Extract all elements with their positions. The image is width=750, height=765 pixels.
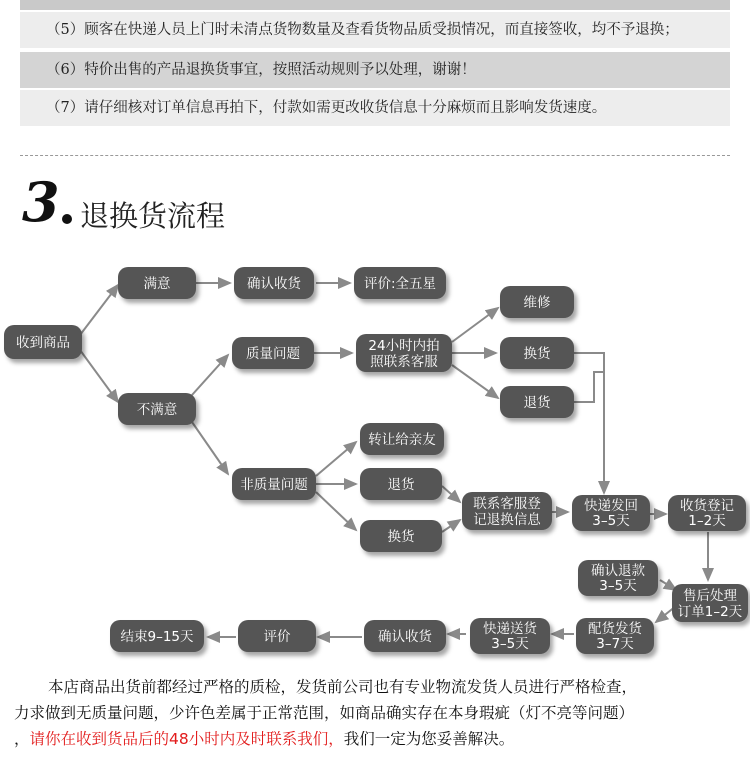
node-confirm-receipt-label: 确认收货: [247, 276, 301, 292]
edge-contact-repair: [452, 308, 498, 342]
node-return2: [360, 468, 442, 500]
node-contact-24h-line1: 24小时内拍: [368, 338, 440, 354]
notice-item-5: （5）顾客在快递人员上门时未清点货物数量及查看货物品质受损情况，而直接签收，均不予退换；: [20, 12, 730, 48]
top-notice-bar: [20, 0, 730, 10]
edge-received-satisfied: [80, 285, 118, 335]
node-confirm-receipt2-label: 确认收货: [378, 629, 432, 645]
edge-return2-register: [442, 486, 460, 502]
node-receipt-register-line1: 收货登记: [680, 498, 734, 514]
node-return: [500, 386, 574, 418]
footer-line-3: [14, 726, 744, 752]
footer-line-1: 本店商品出货前都经过严格的质检，发货前公司也有专业物流发货人员进行严格检查，: [48, 678, 638, 696]
node-received-label: 收到商品: [16, 335, 70, 351]
footer-line-3-prefix: ，: [14, 730, 30, 748]
notice-item-7: （7）请仔细核对订单信息再拍下，付款如需更改收货信息十分麻烦而且影响发货速度。: [20, 90, 730, 126]
edge-nonquality-transfer: [316, 442, 356, 476]
node-express-send-line1: 快递送货: [483, 621, 537, 637]
node-express-back: [572, 495, 650, 531]
footer-highlight: 请你在收到货品后的48小时内及时联系我们，: [29, 730, 344, 748]
node-exchange2: [360, 520, 442, 552]
node-non-quality-issue: [232, 468, 316, 500]
node-rate: [238, 620, 316, 652]
node-non-quality-issue-label: 非质量问题: [240, 477, 308, 493]
node-return2-label: 退货: [387, 477, 415, 493]
node-confirm-receipt: [234, 267, 314, 299]
section-number: 3: [22, 170, 60, 234]
node-quality-issue: [232, 337, 314, 369]
edge-nonquality-exchange: [316, 492, 356, 530]
edge-refund-aftersales: [660, 580, 676, 590]
section-divider: [20, 155, 730, 156]
node-end: [110, 620, 204, 652]
edge-contact-return: [452, 365, 498, 398]
node-receipt-register-line2: 1–2天: [688, 513, 726, 529]
node-express-back-line1: 快递发回: [584, 498, 638, 514]
return-exchange-flowchart: [0, 250, 750, 670]
node-rate-label: 评价: [263, 629, 291, 645]
node-end-label: 结束9–15天: [120, 629, 194, 645]
node-repair-label: 维修: [523, 295, 551, 311]
node-transfer-friend: [360, 423, 444, 455]
node-express-send: [470, 618, 550, 654]
node-after-sales-line2: 订单1–2天: [677, 604, 743, 620]
node-confirm-refund-line2: 3–5天: [599, 578, 637, 594]
edge-exchange2-register: [442, 520, 460, 532]
edge-return-express: [574, 372, 604, 402]
node-exchange: [500, 337, 574, 369]
footer-line-2: 力求做到无质量问题，少许色差属于正常范围，如商品确实存在本身瑕疵（灯不亮等问题）: [14, 704, 635, 722]
footer-notice: [14, 674, 744, 752]
edge-unsatisfied-nonquality: [192, 422, 228, 474]
node-confirm-refund: [578, 560, 658, 596]
node-after-sales: [672, 584, 748, 622]
node-rate-five: [354, 267, 446, 299]
notice-item-6: （6）特价出售的产品退换货事宜，按照活动规则予以处理，谢谢！: [20, 52, 730, 88]
node-ship-goods: [576, 618, 654, 654]
node-exchange2-label: 换货: [387, 529, 415, 545]
node-quality-issue-label: 质量问题: [246, 346, 300, 362]
node-contact-24h-line2: 照联系客服: [370, 354, 438, 370]
node-ship-goods-line1: 配货发货: [588, 621, 642, 637]
node-transfer-friend-label: 转让给亲友: [368, 432, 436, 448]
edge-exchange-express: [574, 353, 604, 490]
node-express-send-line2: 3–5天: [491, 636, 529, 652]
node-repair: [500, 286, 574, 318]
node-unsatisfied-label: 不满意: [136, 402, 178, 418]
node-unsatisfied: [118, 393, 196, 425]
node-satisfied: [118, 267, 196, 299]
section-title: 退换货流程: [80, 199, 226, 233]
edge-unsatisfied-quality: [192, 355, 228, 395]
node-after-sales-line1: 售后处理: [683, 588, 737, 604]
edge-received-unsatisfied: [80, 350, 118, 402]
node-confirm-receipt2: [364, 620, 446, 652]
node-contact-24h: [356, 334, 452, 372]
node-ship-goods-line2: 3–7天: [596, 636, 634, 652]
node-satisfied-label: 满意: [143, 276, 171, 292]
section-number-dot: [62, 214, 72, 224]
node-register-return-line1: 联系客服登: [473, 496, 541, 512]
node-receipt-register: [668, 495, 746, 531]
node-register-return: [462, 492, 552, 530]
node-return-label: 退货: [523, 395, 551, 411]
node-exchange-label: 换货: [523, 346, 551, 362]
node-rate-five-label: 评价:全五星: [363, 276, 437, 292]
node-confirm-refund-line1: 确认退款: [591, 563, 645, 579]
node-received: [4, 325, 82, 359]
footer-line-3-suffix: 我们一定为您妥善解决。: [343, 730, 515, 748]
node-express-back-line2: 3–5天: [592, 513, 630, 529]
node-register-return-line2: 记退换信息: [473, 512, 541, 528]
